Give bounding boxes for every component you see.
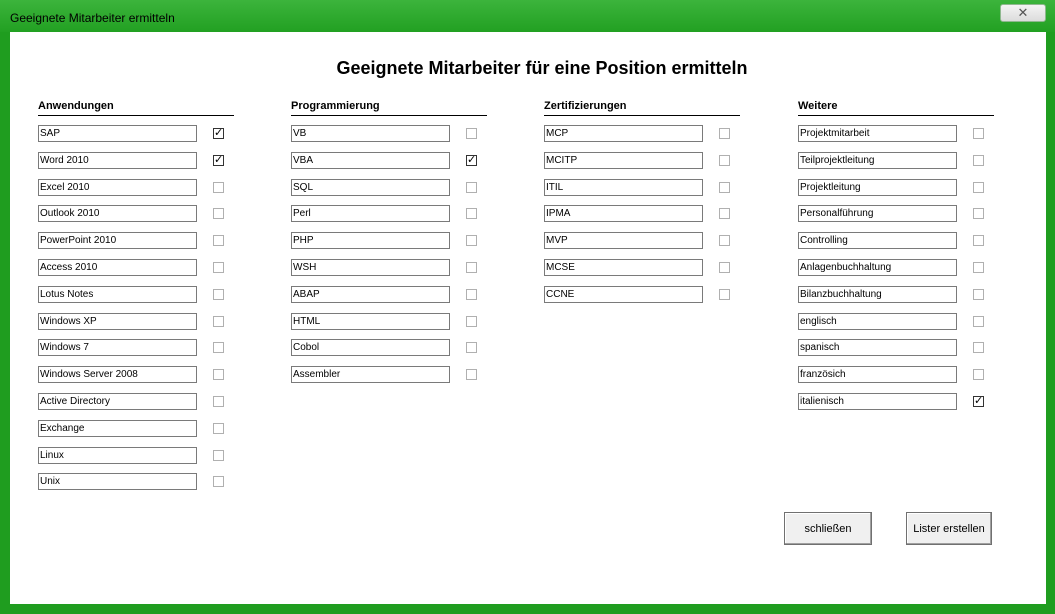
skill-field[interactable]: Excel 2010	[38, 179, 197, 196]
skill-field[interactable]: MCP	[544, 125, 703, 142]
skill-checkbox[interactable]	[466, 155, 477, 166]
checkmark-icon: ✓	[214, 154, 224, 166]
skill-field[interactable]: Assembler	[291, 366, 450, 383]
skill-checkbox[interactable]	[719, 289, 730, 300]
skill-field[interactable]: französich	[798, 366, 957, 383]
skill-field[interactable]: Controlling	[798, 232, 957, 249]
window-close-button[interactable]	[1000, 4, 1046, 22]
skill-field[interactable]: ABAP	[291, 286, 450, 303]
skill-checkbox[interactable]	[466, 369, 477, 380]
skill-field[interactable]: MVP	[544, 232, 703, 249]
skill-checkbox[interactable]	[973, 316, 984, 327]
skill-checkbox[interactable]	[213, 423, 224, 434]
skill-field[interactable]: Teilprojektleitung	[798, 152, 957, 169]
skill-checkbox[interactable]	[466, 128, 477, 139]
skill-checkbox[interactable]	[973, 128, 984, 139]
skill-field[interactable]: VB	[291, 125, 450, 142]
close-icon: ✕	[1017, 5, 1029, 20]
skill-checkbox[interactable]	[973, 262, 984, 273]
column-header-weitere: Weitere	[798, 100, 838, 112]
skill-checkbox[interactable]	[973, 369, 984, 380]
skill-field[interactable]: Projektmitarbeit	[798, 125, 957, 142]
skill-checkbox[interactable]	[466, 289, 477, 300]
skill-checkbox[interactable]	[213, 182, 224, 193]
skill-checkbox[interactable]	[466, 182, 477, 193]
skill-checkbox[interactable]	[719, 155, 730, 166]
skill-checkbox[interactable]	[466, 235, 477, 246]
skill-checkbox[interactable]	[213, 369, 224, 380]
skill-field[interactable]: Exchange	[38, 420, 197, 437]
skill-field[interactable]: Windows Server 2008	[38, 366, 197, 383]
skill-field[interactable]: HTML	[291, 313, 450, 330]
close-button[interactable]: schließen	[784, 512, 872, 545]
create-list-button[interactable]: Lister erstellen	[906, 512, 992, 545]
column-header-anwendungen: Anwendungen	[38, 100, 114, 112]
skill-field[interactable]: MCITP	[544, 152, 703, 169]
skill-checkbox[interactable]	[973, 208, 984, 219]
skill-checkbox[interactable]	[213, 235, 224, 246]
skill-field[interactable]: Windows XP	[38, 313, 197, 330]
skill-field[interactable]: Word 2010	[38, 152, 197, 169]
skill-checkbox[interactable]	[973, 182, 984, 193]
skill-field[interactable]: SAP	[38, 125, 197, 142]
skill-checkbox[interactable]	[973, 342, 984, 353]
skill-checkbox[interactable]	[466, 342, 477, 353]
skill-checkbox[interactable]	[466, 208, 477, 219]
skill-field[interactable]: Perl	[291, 205, 450, 222]
skill-checkbox[interactable]	[213, 476, 224, 487]
column-divider	[291, 115, 487, 116]
skill-field[interactable]: italienisch	[798, 393, 957, 410]
skill-checkbox[interactable]	[213, 396, 224, 407]
skill-checkbox[interactable]	[719, 182, 730, 193]
checkmark-icon: ✓	[214, 127, 224, 139]
skill-checkbox[interactable]	[973, 155, 984, 166]
skill-checkbox[interactable]	[973, 289, 984, 300]
skill-checkbox[interactable]	[719, 235, 730, 246]
skill-field[interactable]: PowerPoint 2010	[38, 232, 197, 249]
skill-checkbox[interactable]	[466, 316, 477, 327]
skill-field[interactable]: Projektleitung	[798, 179, 957, 196]
skill-checkbox[interactable]	[213, 342, 224, 353]
skill-field[interactable]: ITIL	[544, 179, 703, 196]
skill-field[interactable]: Cobol	[291, 339, 450, 356]
column-divider	[544, 115, 740, 116]
skill-field[interactable]: Bilanzbuchhaltung	[798, 286, 957, 303]
skill-field[interactable]: IPMA	[544, 205, 703, 222]
skill-field[interactable]: Outlook 2010	[38, 205, 197, 222]
window-title: Geeignete Mitarbeiter ermitteln	[10, 11, 175, 25]
skill-field[interactable]: Active Directory	[38, 393, 197, 410]
skill-field[interactable]: VBA	[291, 152, 450, 169]
skill-checkbox[interactable]	[213, 262, 224, 273]
skill-checkbox[interactable]	[973, 235, 984, 246]
skill-field[interactable]: WSH	[291, 259, 450, 276]
form-client-area	[10, 32, 1046, 604]
skill-field[interactable]: Linux	[38, 447, 197, 464]
skill-field[interactable]: spanisch	[798, 339, 957, 356]
column-header-programmierung: Programmierung	[291, 100, 380, 112]
skill-checkbox[interactable]	[213, 316, 224, 327]
column-divider	[38, 115, 234, 116]
skill-field[interactable]: MCSE	[544, 259, 703, 276]
skill-field[interactable]: SQL	[291, 179, 450, 196]
skill-field[interactable]: englisch	[798, 313, 957, 330]
skill-checkbox[interactable]	[719, 262, 730, 273]
skill-checkbox[interactable]	[466, 262, 477, 273]
skill-checkbox[interactable]	[213, 155, 224, 166]
checkmark-icon: ✓	[467, 154, 477, 166]
skill-checkbox[interactable]	[719, 208, 730, 219]
form-heading: Geeignete Mitarbeiter für eine Position ermitteln	[336, 58, 748, 78]
column-header-zertifizierungen: Zertifizierungen	[544, 100, 627, 112]
skill-checkbox[interactable]	[213, 128, 224, 139]
skill-field[interactable]: Windows 7	[38, 339, 197, 356]
skill-field[interactable]: Personalführung	[798, 205, 957, 222]
skill-field[interactable]: Lotus Notes	[38, 286, 197, 303]
skill-checkbox[interactable]	[719, 128, 730, 139]
skill-field[interactable]: Anlagenbuchhaltung	[798, 259, 957, 276]
skill-field[interactable]: PHP	[291, 232, 450, 249]
column-divider	[798, 115, 994, 116]
skill-field[interactable]: Unix	[38, 473, 197, 490]
skill-checkbox[interactable]	[973, 396, 984, 407]
title-bar[interactable]	[0, 0, 1055, 32]
skill-checkbox[interactable]	[213, 289, 224, 300]
skill-field[interactable]: Access 2010	[38, 259, 197, 276]
skill-checkbox[interactable]	[213, 450, 224, 461]
skill-checkbox[interactable]	[213, 208, 224, 219]
checkmark-icon: ✓	[974, 395, 984, 407]
skill-field[interactable]: CCNE	[544, 286, 703, 303]
